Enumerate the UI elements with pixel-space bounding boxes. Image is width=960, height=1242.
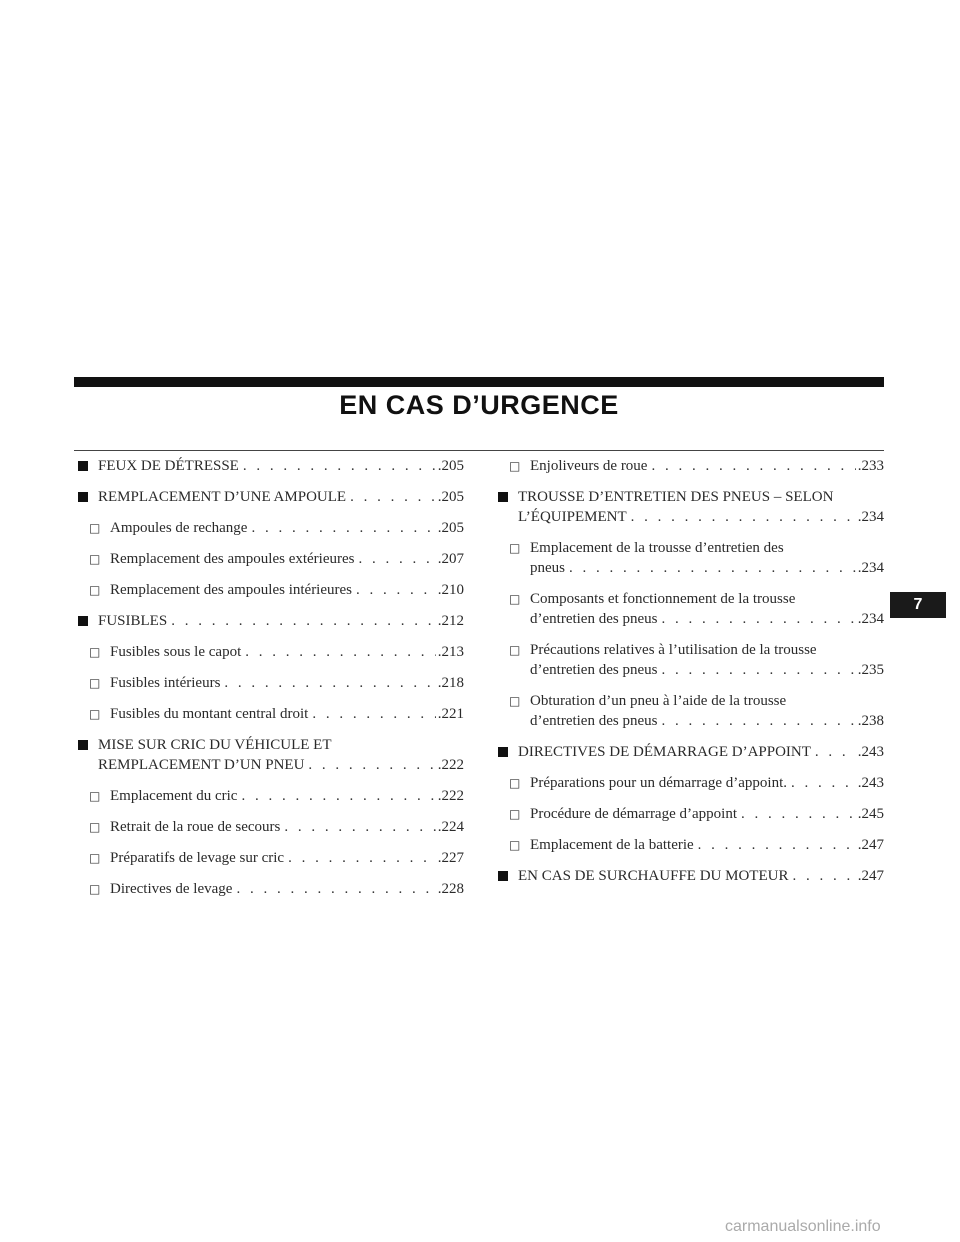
toc-entry-text: d’entretien des pneus <box>530 611 658 627</box>
dot-leader <box>284 848 436 868</box>
toc-subsection-entry[interactable] <box>494 773 884 793</box>
toc-page-number: .243 <box>857 775 884 791</box>
toc-subsection-entry[interactable] <box>74 518 464 538</box>
dot-leader <box>787 773 856 793</box>
dot-leader <box>565 558 856 578</box>
toc-subsection-entry[interactable] <box>74 673 464 693</box>
toc-subsection-entry[interactable] <box>74 580 464 600</box>
hollow-box-bullet-icon: □ <box>509 643 521 657</box>
toc-page-number: .235 <box>857 662 884 678</box>
toc-page-number: .213 <box>437 644 464 660</box>
header-bottom-rule <box>74 450 884 451</box>
toc-subsection-entry[interactable] <box>74 642 464 662</box>
toc-section-entry[interactable] <box>74 611 464 631</box>
hollow-box-bullet-icon: □ <box>509 694 521 708</box>
hollow-box-bullet-icon: □ <box>509 592 521 606</box>
toc-entry-text: DIRECTIVES DE DÉMARRAGE D’APPOINT <box>518 744 811 760</box>
toc-subsection-entry[interactable] <box>74 786 464 806</box>
toc-page-number: .222 <box>437 757 464 773</box>
square-bullet-icon <box>78 616 88 626</box>
toc-page-number: .224 <box>437 819 464 835</box>
toc-page-number: .222 <box>437 788 464 804</box>
dot-leader <box>694 835 856 855</box>
dot-leader <box>811 742 856 762</box>
hollow-box-bullet-icon: □ <box>89 707 101 721</box>
hollow-box-bullet-icon: □ <box>89 676 101 690</box>
hollow-box-bullet-icon: □ <box>89 552 101 566</box>
toc-page-number: .205 <box>437 489 464 505</box>
toc-entry-text: Obturation d’un pneu à l’aide de la trousse <box>530 693 787 709</box>
dot-leader <box>657 711 855 731</box>
toc-section-entry[interactable] <box>74 456 464 476</box>
toc-entry-text: REMPLACEMENT D’UNE AMPOULE <box>98 489 347 505</box>
header-top-rule <box>74 377 884 387</box>
toc-page-number: .247 <box>857 868 884 884</box>
toc-page-number: .247 <box>857 837 884 853</box>
dot-leader <box>355 549 436 569</box>
toc-subsection-entry[interactable] <box>74 879 464 899</box>
toc-entry-text: Fusibles sous le capot <box>110 644 242 660</box>
dot-leader <box>657 609 855 629</box>
toc-subsection-entry[interactable] <box>74 817 464 837</box>
toc-entry-text: Fusibles intérieurs <box>110 675 221 691</box>
square-bullet-icon <box>498 871 508 881</box>
toc-subsection-entry[interactable] <box>494 640 884 680</box>
toc-subsection-entry[interactable] <box>494 456 884 476</box>
toc-entry-text: Emplacement de la trousse d’entretien des <box>530 540 784 556</box>
toc-entry-text: Enjoliveurs de roue <box>530 458 648 474</box>
toc-entry-text: FEUX DE DÉTRESSE <box>98 458 239 474</box>
dot-leader <box>167 611 436 631</box>
dot-leader <box>280 817 435 837</box>
square-bullet-icon <box>498 747 508 757</box>
toc-section-entry[interactable] <box>74 487 464 507</box>
hollow-box-bullet-icon: □ <box>89 851 101 865</box>
toc-page-number: .212 <box>437 613 464 629</box>
hollow-box-bullet-icon: □ <box>89 882 101 896</box>
toc-page-number: .210 <box>437 582 464 598</box>
dot-leader <box>247 518 435 538</box>
toc-subsection-entry[interactable] <box>494 691 884 731</box>
toc-page-number: .205 <box>437 520 464 536</box>
square-bullet-icon <box>78 461 88 471</box>
watermark: carmanualsonline.info <box>725 1218 881 1235</box>
toc-entry-text: Retrait de la roue de secours <box>110 819 281 835</box>
toc-entry-text: Directives de levage <box>110 881 233 897</box>
toc-page-number: .238 <box>857 713 884 729</box>
toc-page-number: .218 <box>437 675 464 691</box>
dot-leader <box>346 487 436 507</box>
toc-page-number: .234 <box>857 560 884 576</box>
toc-entry-text: Préparatifs de levage sur cric <box>110 850 285 866</box>
toc-page-number: .234 <box>857 509 884 525</box>
toc-subsection-entry[interactable] <box>74 848 464 868</box>
dot-leader <box>352 580 436 600</box>
dot-leader <box>232 879 435 899</box>
toc-subsection-entry[interactable] <box>74 549 464 569</box>
toc-section-entry[interactable] <box>74 735 464 775</box>
toc-page-number: .233 <box>857 458 884 474</box>
hollow-box-bullet-icon: □ <box>509 459 521 473</box>
toc-subsection-entry[interactable] <box>494 804 884 824</box>
toc-page-number: .234 <box>857 611 884 627</box>
toc-entry-text: d’entretien des pneus <box>530 713 658 729</box>
dot-leader <box>239 456 436 476</box>
toc-entry-text: Préparations pour un démarrage d’appoint. <box>530 775 787 791</box>
toc-entry-text: Emplacement du cric <box>110 788 238 804</box>
hollow-box-bullet-icon: □ <box>89 789 101 803</box>
toc-entry-text: Fusibles du montant central droit <box>110 706 309 722</box>
toc-entry-text: FUSIBLES <box>98 613 168 629</box>
chapter-title: EN CAS D’URGENCE <box>339 390 619 420</box>
toc-page-number: .207 <box>437 551 464 567</box>
toc-page-number: .221 <box>437 706 464 722</box>
toc-entry-text: TROUSSE D’ENTRETIEN DES PNEUS – SELON <box>518 489 834 505</box>
toc-entry-text: Précautions relatives à l’utilisation de la trousse <box>530 642 817 658</box>
toc-page-number: .228 <box>437 881 464 897</box>
toc-section-entry[interactable] <box>494 866 884 886</box>
dot-leader <box>627 507 856 527</box>
dot-leader <box>657 660 855 680</box>
hollow-box-bullet-icon: □ <box>509 838 521 852</box>
square-bullet-icon <box>498 492 508 502</box>
toc-page-number: .205 <box>437 458 464 474</box>
toc-entry-text: REMPLACEMENT D’UN PNEU <box>98 757 305 773</box>
toc-page-number: .245 <box>857 806 884 822</box>
dot-leader <box>737 804 856 824</box>
toc-subsection-entry[interactable] <box>494 835 884 855</box>
dot-leader <box>647 456 855 476</box>
hollow-box-bullet-icon: □ <box>509 776 521 790</box>
toc-right-column <box>494 456 884 897</box>
toc-left-column <box>74 456 464 910</box>
toc-subsection-entry[interactable] <box>494 538 884 578</box>
square-bullet-icon <box>78 492 88 502</box>
toc-entry-text: L’ÉQUIPEMENT <box>518 509 627 525</box>
hollow-box-bullet-icon: □ <box>89 583 101 597</box>
toc-entry-text: EN CAS DE SURCHAUFFE DU MOTEUR <box>518 868 789 884</box>
toc-page-number: .227 <box>437 850 464 866</box>
dot-leader <box>241 642 436 662</box>
toc-entry-text: d’entretien des pneus <box>530 662 658 678</box>
toc-entry-text: Remplacement des ampoules intérieures <box>110 582 352 598</box>
toc-entry-text: Composants et fonctionnement de la trousse <box>530 591 796 607</box>
chapter-tab[interactable]: 7 <box>890 592 946 618</box>
hollow-box-bullet-icon: □ <box>509 807 521 821</box>
toc-entry-text: Procédure de démarrage d’appoint <box>530 806 737 822</box>
hollow-box-bullet-icon: □ <box>509 541 521 555</box>
dot-leader <box>220 673 435 693</box>
square-bullet-icon <box>78 740 88 750</box>
toc-entry-text: MISE SUR CRIC DU VÉHICULE ET <box>98 737 332 753</box>
toc-section-entry[interactable] <box>494 487 884 527</box>
dot-leader <box>788 866 855 886</box>
toc-entry-text: Ampoules de rechange <box>110 520 248 536</box>
hollow-box-bullet-icon: □ <box>89 820 101 834</box>
toc-subsection-entry[interactable] <box>74 704 464 724</box>
dot-leader <box>308 704 435 724</box>
dot-leader <box>304 755 435 775</box>
toc-entry-text: Remplacement des ampoules extérieures <box>110 551 355 567</box>
toc-section-entry[interactable] <box>494 742 884 762</box>
hollow-box-bullet-icon: □ <box>89 521 101 535</box>
toc-subsection-entry[interactable] <box>494 589 884 629</box>
hollow-box-bullet-icon: □ <box>89 645 101 659</box>
toc-page-number: .243 <box>857 744 884 760</box>
dot-leader <box>237 786 435 806</box>
toc-entry-text: Emplacement de la batterie <box>530 837 694 853</box>
toc-entry-text: pneus <box>530 560 565 576</box>
